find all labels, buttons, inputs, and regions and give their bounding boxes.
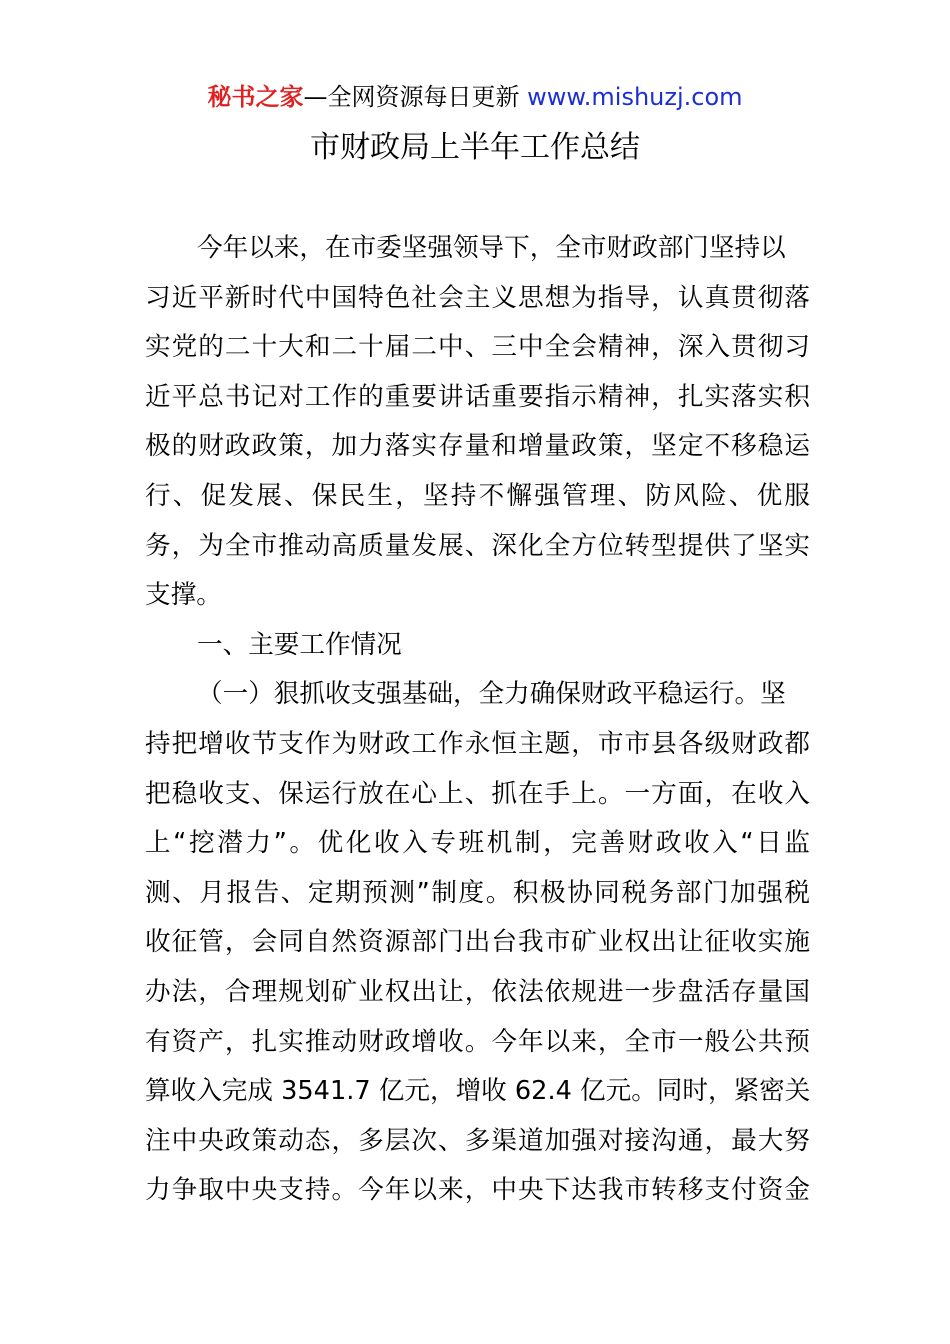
site-tagline: —全网资源每日更新 <box>303 83 520 111</box>
text-line: 支撑。 <box>145 580 222 611</box>
text-line: 收征管，会同自然资源部门出台我市矿业权出让征收实施 <box>145 927 810 958</box>
text-line: 力争取中央支持。今年以来，中央下达我市转移支付资金 <box>145 1175 810 1206</box>
text-line: 实党的二十大和二十届二中、三中全会精神，深入贯彻习 <box>145 332 810 363</box>
text-line: 务，为全市推动高质量发展、深化全方位转型提供了坚实 <box>145 530 810 561</box>
text-line: 行、促发展、保民生，坚持不懈强管理、防风险、优服 <box>145 480 810 511</box>
site-header <box>0 80 950 114</box>
text-line: 近平总书记对工作的重要讲话重要指示精神，扎实落实积 <box>145 381 810 412</box>
text-line: 注中央政策动态，多层次、多渠道加强对接沟通，最大努 <box>145 1125 810 1156</box>
text-line: 算收入完成 3541.7 亿元，增收 62.4 亿元。同时，紧密关 <box>145 1076 811 1107</box>
text-line: 办法，合理规划矿业权出让，依法依规进一步盘活存量国 <box>145 976 810 1007</box>
text-line: 上“挖潜力”。优化收入专班机制，完善财政收入“日监 <box>145 828 810 859</box>
text-line: 测、月报告、定期预测”制度。积极协同税务部门加强税 <box>145 877 810 908</box>
text-line: 把稳收支、保运行放在心上、抓在手上。一方面，在收入 <box>145 778 810 809</box>
text-line: 有资产，扎实推动财政增收。今年以来，全市一般公共预 <box>145 1026 810 1057</box>
text-line: 持把增收节支作为财政工作永恒主题，市市县各级财政都 <box>145 728 810 759</box>
site-brand: 秘书之家 <box>207 83 304 111</box>
text-line: （一）狠抓收支强基础，全力确保财政平稳运行。坚 <box>197 679 786 710</box>
text-line: 今年以来，在市委坚强领导下，全市财政部门坚持以 <box>197 233 786 263</box>
site-url-link[interactable]: www.mishuzj.com <box>527 83 743 111</box>
text-line: 习近平新时代中国特色社会主义思想为指导，认真贯彻落 <box>145 282 810 313</box>
document-title: 市财政局上半年工作总结 <box>310 130 640 165</box>
section-heading: 一、主要工作情况 <box>197 629 402 660</box>
document-body <box>145 224 810 1216</box>
text-line: 极的财政政策，加力落实存量和增量政策，坚定不移稳运 <box>145 431 810 462</box>
